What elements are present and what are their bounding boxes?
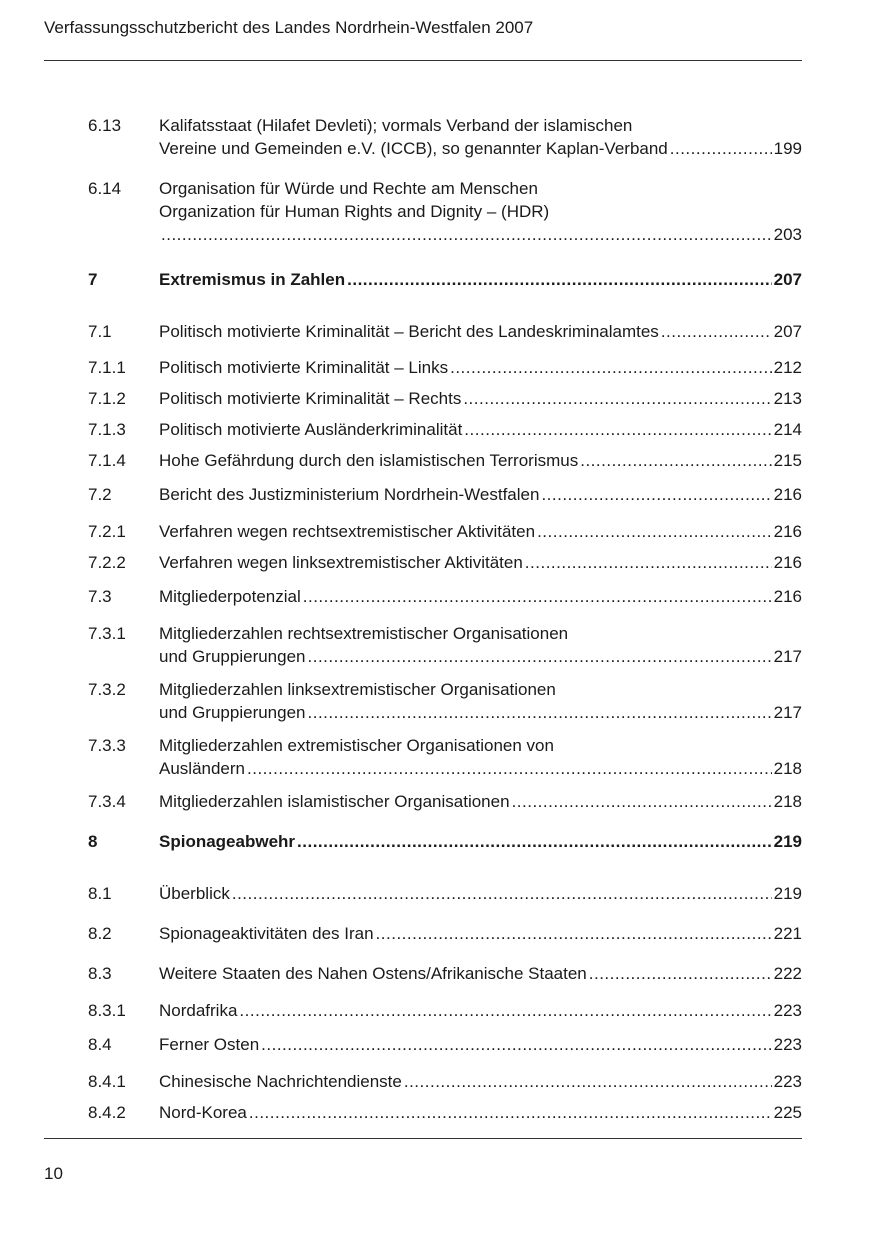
toc-page: 221	[773, 924, 802, 943]
toc-title: Politisch motivierte Kriminalität – Links	[159, 358, 449, 377]
toc-page: 223	[773, 1001, 802, 1020]
dot-leader	[661, 320, 772, 343]
toc-title: Bericht des Justizministerium Nordrhein-Westfalen	[159, 485, 540, 504]
toc-page: 219	[773, 884, 802, 903]
toc-number: 7.3.3	[88, 736, 126, 755]
toc-page: 203	[773, 225, 802, 244]
toc-number: 7.2.2	[88, 553, 126, 572]
running-header-title: Verfassungsschutzbericht des Landes Nordrhein-Westfalen 2007	[44, 18, 534, 37]
toc-page: 217	[773, 703, 802, 722]
dot-leader	[376, 922, 772, 945]
dot-leader	[161, 223, 772, 246]
dot-leader	[249, 1101, 772, 1124]
toc-number: 8.4.2	[88, 1103, 126, 1122]
dot-leader	[525, 551, 772, 574]
toc-number: 7.3.4	[88, 792, 126, 811]
toc-title: Nord-Korea	[159, 1103, 247, 1122]
toc-page: 212	[773, 358, 802, 377]
toc-title: Verfahren wegen rechtsextremistischer Aktivitäten	[159, 522, 536, 541]
toc-title-line: Organisation für Würde und Rechte am Menschen	[159, 179, 538, 198]
toc-page: 207	[773, 322, 802, 341]
toc-number: 7.3.2	[88, 680, 126, 699]
dot-leader	[589, 962, 772, 985]
dot-leader	[308, 701, 772, 724]
toc-page: 218	[773, 759, 802, 778]
toc-page: 213	[773, 389, 802, 408]
toc-number: 7.3	[88, 587, 112, 606]
toc-number: 7.1.3	[88, 420, 126, 439]
toc-number: 8.3.1	[88, 1001, 126, 1020]
dot-leader	[537, 520, 772, 543]
page-number: 10	[44, 1164, 63, 1183]
dot-leader	[464, 418, 771, 441]
dot-leader	[261, 1033, 771, 1056]
dot-leader	[670, 137, 772, 160]
toc-number: 7.3.1	[88, 624, 126, 643]
footer-divider	[44, 1138, 802, 1139]
toc-number: 8.3	[88, 964, 112, 983]
toc-page: 214	[773, 420, 802, 439]
toc-title-line: Organization für Human Rights and Dignity – (HDR)	[159, 202, 550, 221]
dot-leader	[239, 999, 771, 1022]
dot-leader	[297, 830, 772, 853]
dot-leader	[308, 645, 772, 668]
dot-leader	[404, 1070, 772, 1093]
toc-title: Hohe Gefährdung durch den islamistischen Terrorismus	[159, 451, 579, 470]
toc-number: 8.4	[88, 1035, 112, 1054]
toc-page: 216	[773, 553, 802, 572]
toc-title: Politisch motivierte Ausländerkriminalität	[159, 420, 463, 439]
dot-leader	[247, 757, 772, 780]
toc-title-line: Mitgliederzahlen rechtsextremistischer Organisationen	[159, 624, 569, 643]
toc-number: 6.13	[88, 116, 122, 135]
dot-leader	[347, 268, 772, 291]
toc-page: 218	[773, 792, 802, 811]
toc-title: Politisch motivierte Kriminalität – Rechts	[159, 389, 462, 408]
toc-title: und Gruppierungen	[159, 647, 306, 666]
toc-title: Ausländern	[159, 759, 246, 778]
toc-title: Spionageaktivitäten des Iran	[159, 924, 374, 943]
dot-leader	[232, 882, 772, 905]
dot-leader	[512, 790, 772, 813]
toc-title: Chinesische Nachrichtendienste	[159, 1072, 402, 1091]
toc-number: 7	[88, 270, 98, 289]
toc-page: 216	[773, 522, 802, 541]
toc-title: Ferner Osten	[159, 1035, 260, 1054]
toc-title: Extremismus in Zahlen	[159, 270, 346, 289]
toc-page: 215	[773, 451, 802, 470]
dot-leader	[450, 356, 772, 379]
toc-number: 7.1.2	[88, 389, 126, 408]
toc-page: 216	[773, 587, 802, 606]
toc-title: Spionageabwehr	[159, 832, 296, 851]
dot-leader	[303, 585, 772, 608]
toc-title: Mitgliederzahlen islamistischer Organisationen	[159, 792, 510, 811]
toc-number: 7.1.4	[88, 451, 126, 470]
toc-title-line: Kalifatsstaat (Hilafet Devleti); vormals Verband der islamischen	[159, 116, 633, 135]
toc-title: Mitgliederpotenzial	[159, 587, 301, 606]
toc-page: 223	[773, 1035, 802, 1054]
header-divider	[44, 60, 802, 61]
toc-page: 223	[773, 1072, 802, 1091]
toc-title: Überblick	[159, 884, 230, 903]
dot-leader	[463, 387, 771, 410]
toc-title: Verfahren wegen linksextremistischer Aktivitäten	[159, 553, 523, 572]
toc-number: 7.2	[88, 485, 112, 504]
toc-title-line: Mitgliederzahlen linksextremistischer Organisationen	[159, 680, 556, 699]
toc-page: 225	[773, 1103, 802, 1122]
toc-number: 7.2.1	[88, 522, 126, 541]
dot-leader	[541, 483, 771, 506]
toc-title: und Gruppierungen	[159, 703, 306, 722]
toc-title: Politisch motivierte Kriminalität – Bericht des Landeskriminalamtes	[159, 322, 659, 341]
toc-number: 7.1	[88, 322, 112, 341]
toc-number: 8.1	[88, 884, 112, 903]
toc-page: 199	[773, 139, 802, 158]
dot-leader	[580, 449, 771, 472]
toc-page: 207	[773, 270, 802, 289]
toc-page: 219	[773, 832, 802, 851]
toc-title-line: Mitgliederzahlen extremistischer Organisationen von	[159, 736, 554, 755]
toc-title: Nordafrika	[159, 1001, 238, 1020]
toc-number: 8	[88, 832, 98, 851]
toc-page: 217	[773, 647, 802, 666]
toc-number: 8.2	[88, 924, 112, 943]
toc-number: 6.14	[88, 179, 122, 198]
toc-page: 216	[773, 485, 802, 504]
toc-title: Vereine und Gemeinden e.V. (ICCB), so genannter Kaplan-Verband	[159, 139, 668, 158]
toc-number: 8.4.1	[88, 1072, 126, 1091]
toc-title: Weitere Staaten des Nahen Ostens/Afrikanische Staaten	[159, 964, 587, 983]
toc-number: 7.1.1	[88, 358, 126, 377]
toc-page: 222	[773, 964, 802, 983]
